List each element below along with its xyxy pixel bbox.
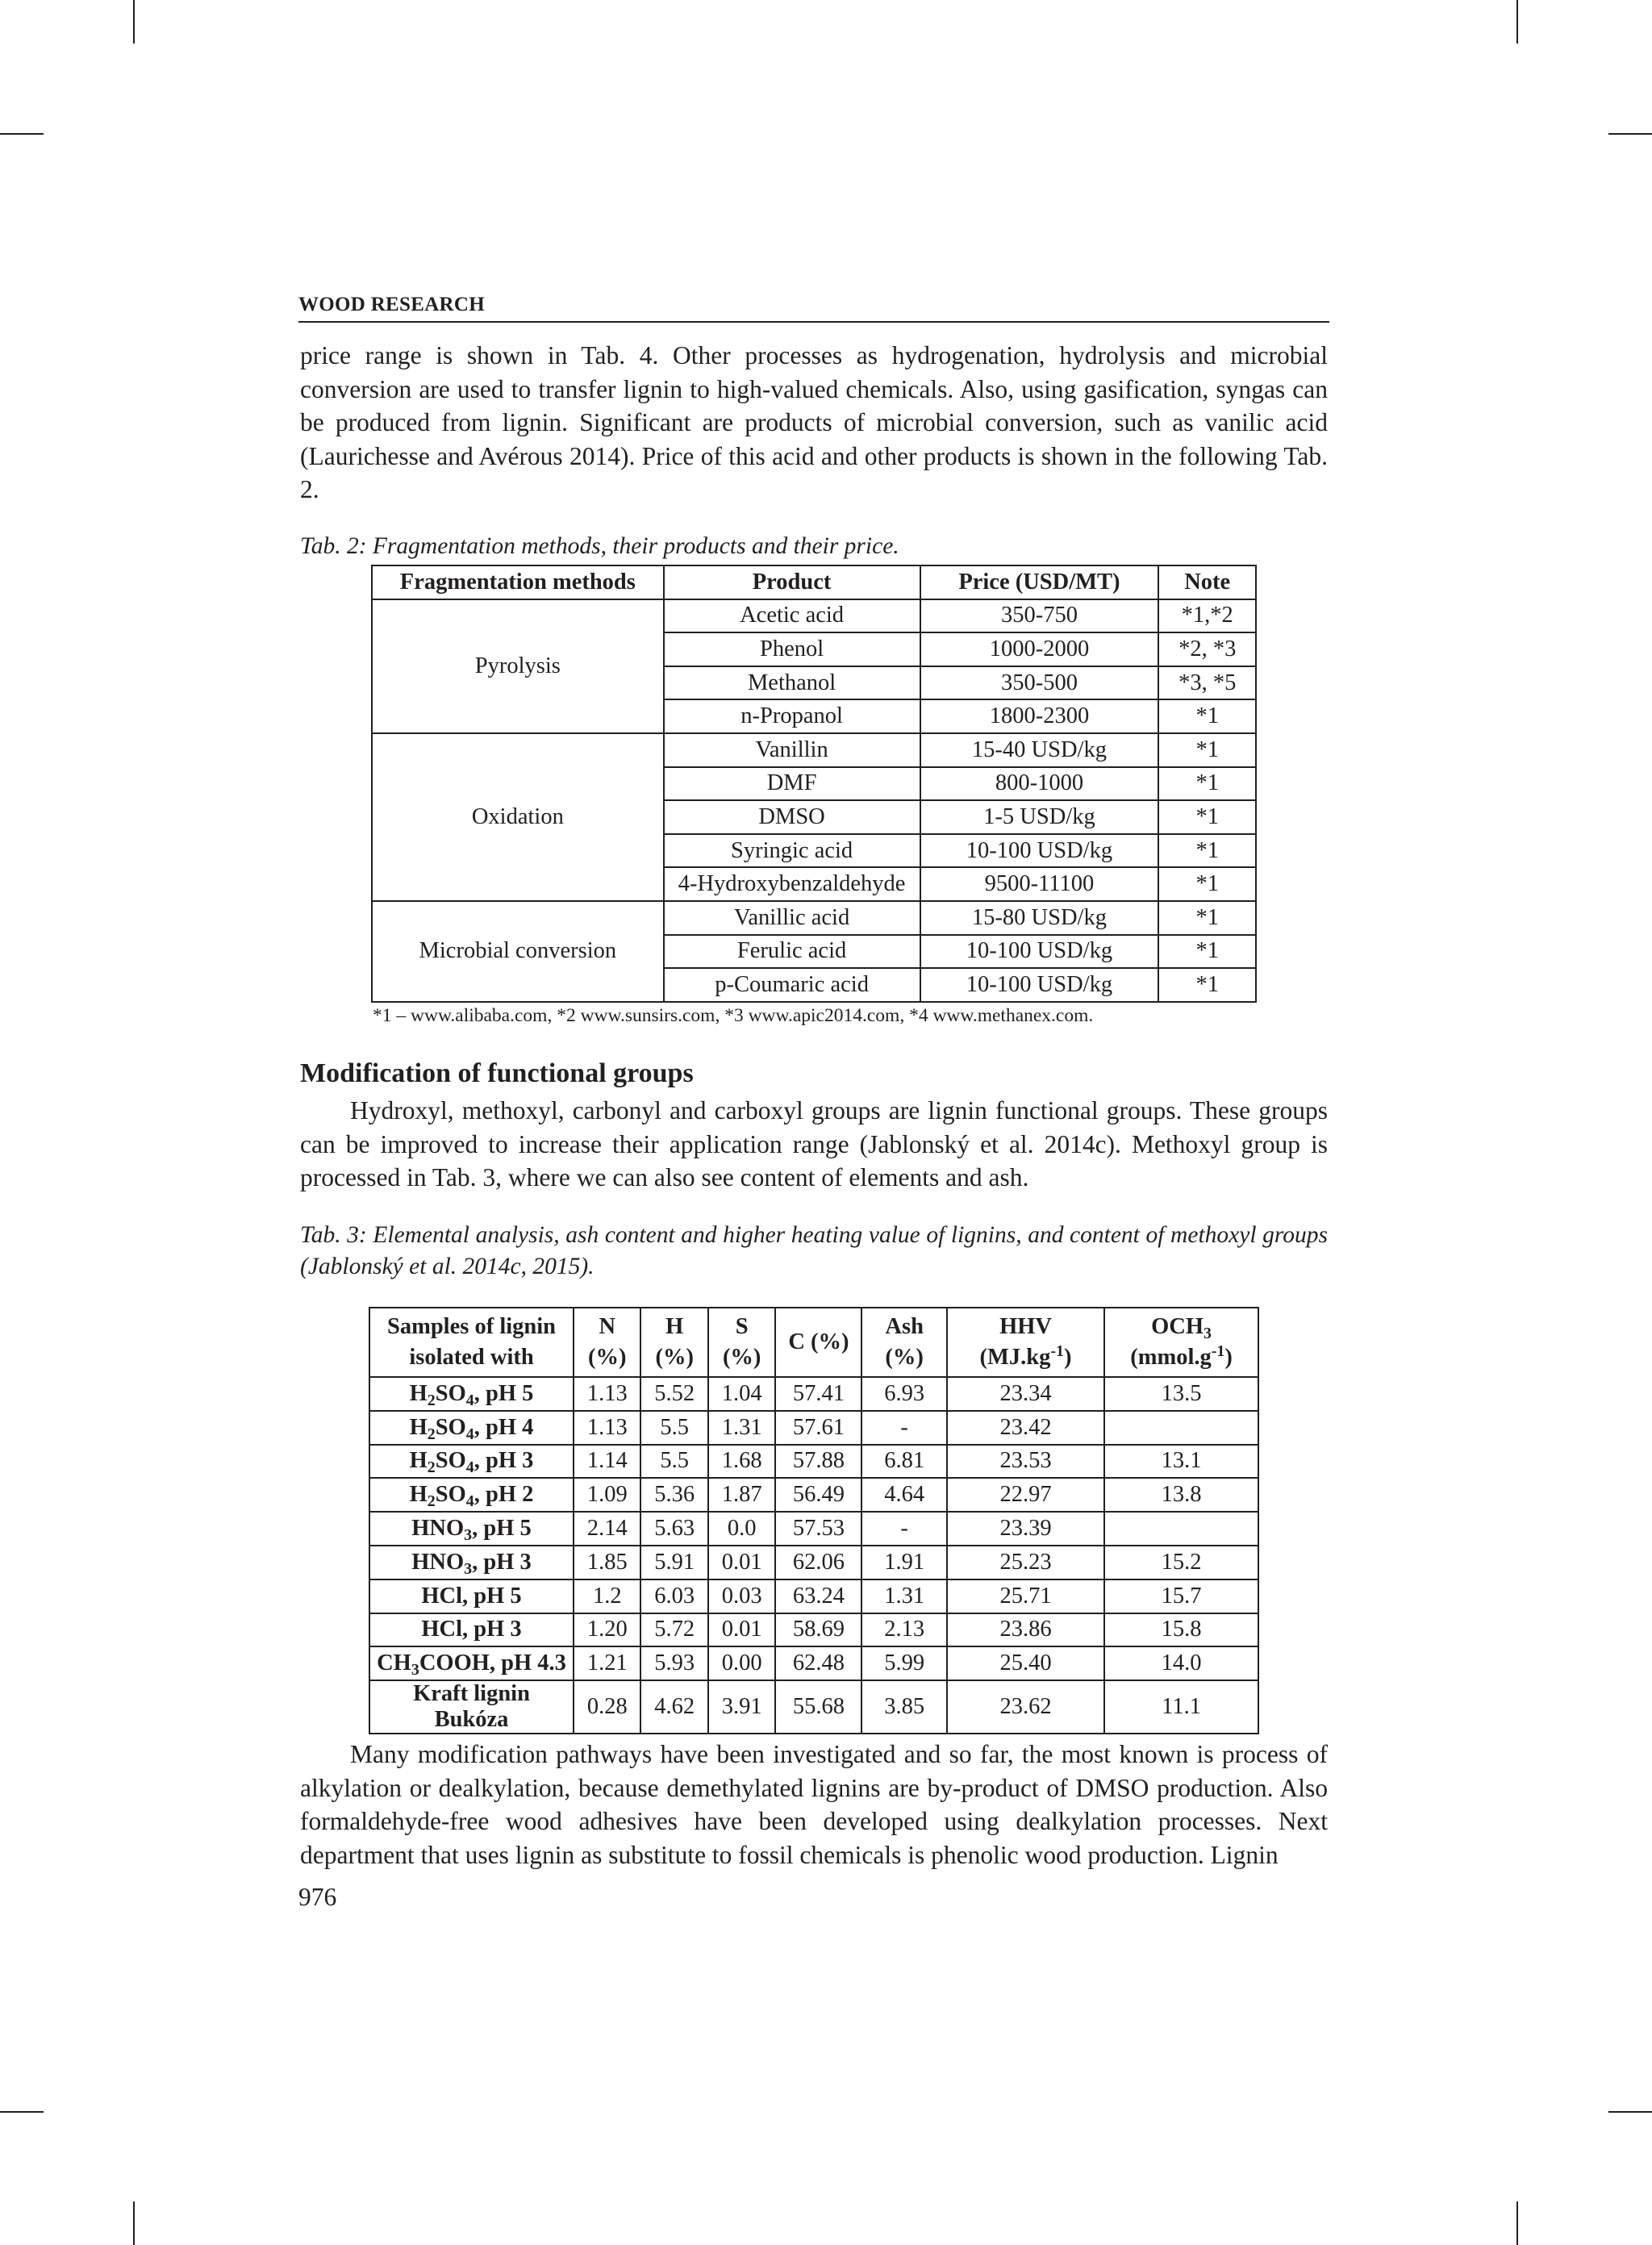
price-cell: 800-1000	[920, 767, 1159, 801]
sample-text: Kraft lignin Bukóza	[413, 1681, 530, 1733]
hhv-cell: 23.86	[947, 1613, 1104, 1647]
s-cell: 0.0	[708, 1512, 775, 1546]
price-cell: 9500-11100	[920, 867, 1159, 901]
column-header: Price (USD/MT)	[920, 565, 1159, 599]
s-cell: 1.87	[708, 1478, 775, 1512]
n-cell: 0.28	[574, 1680, 640, 1734]
ash-cell: -	[861, 1512, 947, 1546]
sample-text: SO	[435, 1448, 466, 1474]
price-cell: 15-40 USD/kg	[920, 733, 1159, 767]
sample-text: , pH 4	[473, 1414, 534, 1440]
h-cell: 5.5	[640, 1445, 707, 1479]
header-line: (MJ.kg	[979, 1345, 1051, 1370]
s-cell: 1.04	[708, 1377, 775, 1411]
och3-cell	[1104, 1411, 1258, 1445]
column-header: Note	[1158, 565, 1256, 599]
sample-text: H	[409, 1448, 428, 1474]
product-cell: 4-Hydroxybenzaldehyde	[664, 867, 920, 901]
method-cell: Pyrolysis	[372, 599, 664, 733]
header-line: )	[1224, 1345, 1233, 1370]
sample-cell	[369, 1478, 574, 1512]
sample-cell	[369, 1445, 574, 1479]
note-cell: *1,*2	[1158, 599, 1256, 633]
superscript: -1	[1211, 1342, 1225, 1361]
table-row	[369, 1411, 1258, 1445]
sample-text: , pH 2	[473, 1482, 534, 1508]
c-cell: 57.53	[775, 1512, 861, 1546]
sample-text: CH	[377, 1650, 411, 1676]
column-header-ash	[861, 1308, 947, 1377]
elemental-analysis-table-body	[369, 1377, 1258, 1734]
s-cell: 0.03	[708, 1579, 775, 1613]
ash-cell: 6.93	[861, 1377, 947, 1411]
header-line: (%)	[588, 1345, 627, 1370]
sample-text: , pH 3	[473, 1448, 534, 1474]
hhv-cell: 23.53	[947, 1445, 1104, 1479]
sample-cell	[369, 1680, 574, 1734]
product-cell: Vanillic acid	[664, 901, 920, 935]
sample-cell	[369, 1411, 574, 1445]
h-cell: 5.5	[640, 1411, 707, 1445]
product-cell: n-Propanol	[664, 699, 920, 733]
och3-cell	[1104, 1512, 1258, 1546]
sample-cell	[369, 1646, 574, 1680]
column-header-och3	[1104, 1308, 1258, 1377]
product-cell: Vanillin	[664, 733, 920, 767]
table-2-caption: Tab. 2: Fragmentation methods, their products and their price.	[300, 533, 899, 559]
note-cell: *1	[1158, 867, 1256, 901]
hhv-cell: 25.40	[947, 1646, 1104, 1680]
sample-text: , pH 5	[472, 1516, 532, 1542]
paragraph-3: Many modification pathways have been investigated and so far, the most known is process of alkylation or dealkylation, because demethylated lignins are by-product of DMSO production. Also formaldehyde-free wood adhesives have been developed using dealkylation processes. Next department that uses lignin as substitute to fossil chemicals is phenolic wood production. Lignin	[300, 1740, 1328, 1869]
n-cell: 2.14	[574, 1512, 640, 1546]
product-cell: Acetic acid	[664, 599, 920, 633]
crop-mark	[1608, 2111, 1652, 2113]
ash-cell: -	[861, 1411, 947, 1445]
crop-mark	[133, 0, 135, 44]
hhv-cell: 23.39	[947, 1512, 1104, 1546]
n-cell: 1.09	[574, 1478, 640, 1512]
table-3-caption: Tab. 3: Elemental analysis, ash content and higher heating value of lignins, and content of methoxyl groups (Jablonský et al. 2014c, 2015).	[300, 1222, 1328, 1279]
running-head: WOOD RESEARCH	[298, 294, 1329, 323]
hhv-cell: 23.42	[947, 1411, 1104, 1445]
sample-cell	[369, 1546, 574, 1579]
n-cell: 1.13	[574, 1377, 640, 1411]
method-cell: Microbial conversion	[372, 901, 664, 1002]
crop-mark	[1516, 0, 1518, 44]
header-line: OCH	[1151, 1314, 1204, 1339]
hhv-cell: 25.23	[947, 1546, 1104, 1579]
product-cell: p-Coumaric acid	[664, 968, 920, 1002]
c-cell: 57.88	[775, 1445, 861, 1479]
header-line: H	[665, 1314, 684, 1339]
sample-text: COOH, pH 4.3	[419, 1650, 566, 1676]
subscript: 2	[427, 1492, 436, 1511]
header-line: N	[599, 1314, 616, 1339]
table-row	[372, 901, 1256, 935]
note-cell: *2, *3	[1158, 632, 1256, 666]
h-cell: 5.72	[640, 1613, 707, 1647]
page-number: 976	[298, 1883, 337, 1911]
sample-text: HNO	[411, 1516, 465, 1542]
sample-text: HCl, pH 3	[421, 1617, 522, 1642]
n-cell: 1.14	[574, 1445, 640, 1479]
table-header-row	[372, 565, 1256, 599]
price-cell: 1000-2000	[920, 632, 1159, 666]
subscript: 4	[465, 1425, 474, 1443]
subscript: 3	[1204, 1324, 1212, 1342]
h-cell: 5.93	[640, 1646, 707, 1680]
fragmentation-table-body	[372, 599, 1256, 1002]
column-header-c: C (%)	[775, 1308, 861, 1377]
c-cell: 55.68	[775, 1680, 861, 1734]
note-cell: *1	[1158, 800, 1256, 834]
subscript: 4	[465, 1492, 474, 1511]
header-line: )	[1064, 1345, 1072, 1370]
table-row	[369, 1478, 1258, 1512]
sample-text: SO	[435, 1482, 466, 1508]
table-row	[369, 1546, 1258, 1579]
table-row	[372, 599, 1256, 633]
section-heading: Modification of functional groups	[300, 1058, 694, 1088]
hhv-cell: 22.97	[947, 1478, 1104, 1512]
paragraph-2: Hydroxyl, methoxyl, carbonyl and carboxyl groups are lignin functional groups. These groups can be improved to increase their application range (Jablonský et al. 2014c). Methoxyl group is processed in Tab. 3, where we can also see content of elements and ash.	[300, 1096, 1328, 1191]
och3-cell: 14.0	[1104, 1646, 1258, 1680]
s-cell: 1.31	[708, 1411, 775, 1445]
header-line: (%)	[655, 1345, 694, 1370]
sample-text: H	[409, 1380, 428, 1406]
sample-text: H	[409, 1414, 428, 1440]
table-row	[369, 1377, 1258, 1411]
s-cell: 1.68	[708, 1445, 775, 1479]
table-row	[372, 733, 1256, 767]
crop-mark	[1608, 133, 1652, 135]
sample-text: , pH 3	[472, 1549, 532, 1575]
n-cell: 1.20	[574, 1613, 640, 1647]
c-cell: 56.49	[775, 1478, 861, 1512]
product-cell: Syringic acid	[664, 834, 920, 868]
column-header-sample	[369, 1308, 574, 1377]
header-line: (%)	[722, 1345, 761, 1370]
price-cell: 15-80 USD/kg	[920, 901, 1159, 935]
subscript: 4	[465, 1391, 474, 1409]
sample-cell	[369, 1512, 574, 1546]
sample-cell	[369, 1613, 574, 1647]
fragmentation-table	[371, 565, 1257, 1003]
n-cell: 1.85	[574, 1546, 640, 1579]
sample-cell	[369, 1377, 574, 1411]
c-cell: 63.24	[775, 1579, 861, 1613]
superscript: -1	[1050, 1342, 1065, 1361]
subscript: 3	[411, 1661, 419, 1680]
c-cell: 62.06	[775, 1546, 861, 1579]
column-header-n	[574, 1308, 640, 1377]
c-cell: 62.48	[775, 1646, 861, 1680]
subscript: 3	[464, 1526, 473, 1545]
note-cell: *1	[1158, 935, 1256, 969]
price-cell: 10-100 USD/kg	[920, 968, 1159, 1002]
subscript: 2	[427, 1391, 436, 1409]
s-cell: 0.00	[708, 1646, 775, 1680]
note-cell: *3, *5	[1158, 666, 1256, 700]
h-cell: 4.62	[640, 1680, 707, 1734]
n-cell: 1.13	[574, 1411, 640, 1445]
product-cell: Methanol	[664, 666, 920, 700]
hhv-cell: 23.62	[947, 1680, 1104, 1734]
header-line: HHV	[999, 1314, 1052, 1339]
och3-cell: 15.8	[1104, 1613, 1258, 1647]
ash-cell: 3.85	[861, 1680, 947, 1734]
product-cell: DMSO	[664, 800, 920, 834]
subscript: 3	[464, 1559, 473, 1578]
ash-cell: 1.31	[861, 1579, 947, 1613]
h-cell: 5.36	[640, 1478, 707, 1512]
och3-cell: 13.5	[1104, 1377, 1258, 1411]
sample-text: HNO	[411, 1549, 465, 1575]
header-line: (%)	[885, 1345, 924, 1370]
product-cell: DMF	[664, 767, 920, 801]
column-header-h	[640, 1308, 707, 1377]
table-row	[369, 1680, 1258, 1734]
note-cell: *1	[1158, 767, 1256, 801]
column-header: Fragmentation methods	[372, 565, 664, 599]
h-cell: 5.91	[640, 1546, 707, 1579]
note-cell: *1	[1158, 901, 1256, 935]
sample-text: SO	[435, 1380, 466, 1406]
s-cell: 3.91	[708, 1680, 775, 1734]
price-cell: 1-5 USD/kg	[920, 800, 1159, 834]
note-cell: *1	[1158, 834, 1256, 868]
table-row	[369, 1613, 1258, 1647]
header-line: (mmol.g	[1130, 1345, 1212, 1370]
och3-cell: 15.7	[1104, 1579, 1258, 1613]
header-line: S	[735, 1314, 749, 1339]
ash-cell: 6.81	[861, 1445, 947, 1479]
subscript: 2	[427, 1458, 436, 1477]
price-cell: 10-100 USD/kg	[920, 834, 1159, 868]
table-row	[369, 1512, 1258, 1546]
table-header-row	[369, 1308, 1258, 1377]
och3-cell: 11.1	[1104, 1680, 1258, 1734]
note-cell: *1	[1158, 699, 1256, 733]
c-cell: 57.61	[775, 1411, 861, 1445]
column-header-hhv	[947, 1308, 1104, 1377]
sample-cell	[369, 1579, 574, 1613]
elemental-analysis-table	[369, 1307, 1259, 1734]
ash-cell: 5.99	[861, 1646, 947, 1680]
och3-cell: 13.1	[1104, 1445, 1258, 1479]
h-cell: 6.03	[640, 1579, 707, 1613]
product-cell: Ferulic acid	[664, 935, 920, 969]
crop-mark	[0, 2111, 44, 2113]
crop-mark	[1516, 2201, 1518, 2245]
s-cell: 0.01	[708, 1546, 775, 1579]
n-cell: 1.2	[574, 1579, 640, 1613]
price-cell: 350-500	[920, 666, 1159, 700]
c-cell: 58.69	[775, 1613, 861, 1647]
note-cell: *1	[1158, 968, 1256, 1002]
price-cell: 1800-2300	[920, 699, 1159, 733]
table-row	[369, 1646, 1258, 1680]
table-row	[369, 1445, 1258, 1479]
table-2-footnote: *1 – www.alibaba.com, *2 www.sunsirs.com, *3 www.apic2014.com, *4 www.methanex.com.	[373, 1005, 1094, 1026]
subscript: 2	[427, 1425, 436, 1443]
sample-text: SO	[435, 1414, 466, 1440]
header-line: Ash	[885, 1314, 924, 1339]
ash-cell: 2.13	[861, 1613, 947, 1647]
subscript: 4	[465, 1458, 474, 1477]
sample-text: , pH 5	[473, 1380, 534, 1406]
note-cell: *1	[1158, 733, 1256, 767]
column-header-s	[708, 1308, 775, 1377]
product-cell: Phenol	[664, 632, 920, 666]
table-row	[369, 1579, 1258, 1613]
ash-cell: 1.91	[861, 1546, 947, 1579]
header-line: isolated with	[409, 1345, 534, 1370]
price-cell: 10-100 USD/kg	[920, 935, 1159, 969]
sample-text: H	[409, 1482, 428, 1508]
h-cell: 5.52	[640, 1377, 707, 1411]
price-cell: 350-750	[920, 599, 1159, 633]
ash-cell: 4.64	[861, 1478, 947, 1512]
hhv-cell: 23.34	[947, 1377, 1104, 1411]
n-cell: 1.21	[574, 1646, 640, 1680]
column-header: Product	[664, 565, 920, 599]
och3-cell: 13.8	[1104, 1478, 1258, 1512]
och3-cell: 15.2	[1104, 1546, 1258, 1579]
crop-mark	[0, 133, 44, 135]
method-cell: Oxidation	[372, 733, 664, 901]
c-cell: 57.41	[775, 1377, 861, 1411]
paragraph-1: price range is shown in Tab. 4. Other processes as hydrogenation, hydrolysis and microbial conversion are used to transfer lignin to high-valued chemicals. Also, using gasification, syngas can be produced from lignin. Significant are products of microbial conversion, such as vanilic acid (Laurichesse and Avérous 2014). Price of this acid and other products is shown in the following Tab. 2.	[300, 341, 1328, 503]
hhv-cell: 25.71	[947, 1579, 1104, 1613]
header-line: Samples of lignin	[386, 1314, 557, 1339]
sample-text: HCl, pH 5	[421, 1583, 522, 1609]
h-cell: 5.63	[640, 1512, 707, 1546]
crop-mark	[133, 2201, 135, 2245]
s-cell: 0.01	[708, 1613, 775, 1647]
